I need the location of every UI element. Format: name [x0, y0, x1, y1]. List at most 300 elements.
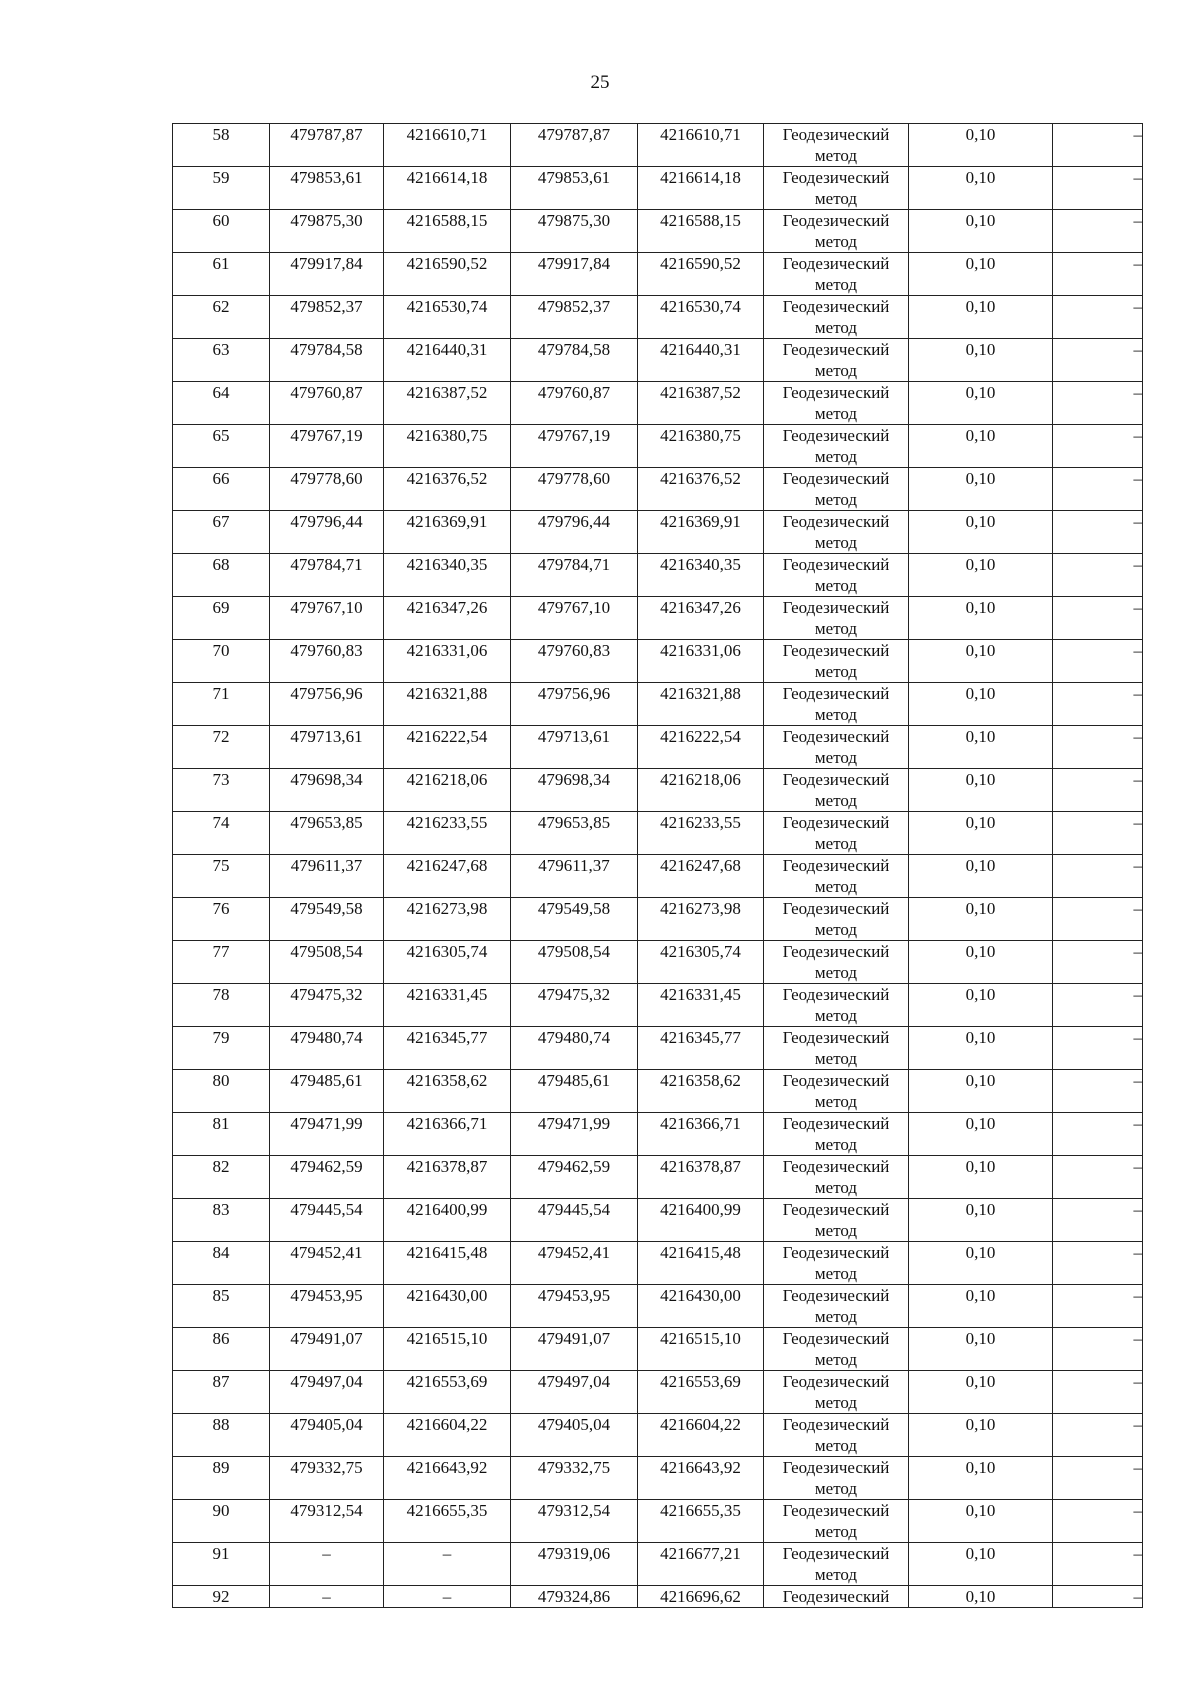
point-number-cell: 89 — [173, 1457, 270, 1500]
new-y-cell: 4216614,18 — [638, 167, 764, 210]
note-cell: – — [1053, 1457, 1143, 1500]
existing-x-cell: 479405,04 — [270, 1414, 384, 1457]
table-row — [173, 511, 1143, 554]
existing-x-cell: 479549,58 — [270, 898, 384, 941]
existing-y-cell: 4216376,52 — [384, 468, 511, 511]
new-y-cell: 4216553,69 — [638, 1371, 764, 1414]
note-cell: – — [1053, 812, 1143, 855]
existing-x-cell: 479462,59 — [270, 1156, 384, 1199]
method-cell: Геодезический метод — [764, 339, 909, 382]
existing-x-cell: 479760,83 — [270, 640, 384, 683]
method-cell: Геодезический метод — [764, 468, 909, 511]
existing-y-cell: 4216222,54 — [384, 726, 511, 769]
method-cell: Геодезический метод — [764, 1500, 909, 1543]
note-cell: – — [1053, 1199, 1143, 1242]
note-cell: – — [1053, 984, 1143, 1027]
new-y-cell: 4216331,45 — [638, 984, 764, 1027]
point-number-cell: 58 — [173, 124, 270, 167]
page-number: 25 — [590, 72, 610, 93]
existing-x-cell: 479784,71 — [270, 554, 384, 597]
table-row — [173, 1199, 1143, 1242]
table-row — [173, 1070, 1143, 1113]
point-number-cell: 70 — [173, 640, 270, 683]
note-cell: – — [1053, 726, 1143, 769]
table-row — [173, 1500, 1143, 1543]
existing-y-cell: 4216415,48 — [384, 1242, 511, 1285]
method-cell: Геодезический метод — [764, 941, 909, 984]
point-number-cell: 73 — [173, 769, 270, 812]
new-y-cell: 4216415,48 — [638, 1242, 764, 1285]
new-x-cell: 479312,54 — [511, 1500, 638, 1543]
new-x-cell: 479784,58 — [511, 339, 638, 382]
existing-x-cell: 479491,07 — [270, 1328, 384, 1371]
method-cell: Геодезический метод — [764, 296, 909, 339]
point-number-cell: 85 — [173, 1285, 270, 1328]
table-row — [173, 1285, 1143, 1328]
existing-x-cell: 479480,74 — [270, 1027, 384, 1070]
new-x-cell: 479453,95 — [511, 1285, 638, 1328]
existing-y-cell: 4216358,62 — [384, 1070, 511, 1113]
table-row — [173, 124, 1143, 167]
accuracy-cell: 0,10 — [909, 769, 1053, 812]
point-number-cell: 69 — [173, 597, 270, 640]
table-row — [173, 1328, 1143, 1371]
method-cell: Геодезический метод — [764, 812, 909, 855]
new-x-cell: 479332,75 — [511, 1457, 638, 1500]
table-row — [173, 1113, 1143, 1156]
accuracy-cell: 0,10 — [909, 1070, 1053, 1113]
new-x-cell: 479445,54 — [511, 1199, 638, 1242]
new-y-cell: 4216430,00 — [638, 1285, 764, 1328]
note-cell: – — [1053, 425, 1143, 468]
existing-y-cell: – — [384, 1586, 511, 1608]
existing-y-cell: 4216588,15 — [384, 210, 511, 253]
accuracy-cell: 0,10 — [909, 210, 1053, 253]
accuracy-cell: 0,10 — [909, 124, 1053, 167]
new-y-cell: 4216331,06 — [638, 640, 764, 683]
table-row — [173, 554, 1143, 597]
method-cell: Геодезический метод — [764, 554, 909, 597]
new-x-cell: 479698,34 — [511, 769, 638, 812]
point-number-cell: 66 — [173, 468, 270, 511]
note-cell: – — [1053, 1328, 1143, 1371]
new-x-cell: 479405,04 — [511, 1414, 638, 1457]
note-cell: – — [1053, 1285, 1143, 1328]
new-x-cell: 479784,71 — [511, 554, 638, 597]
new-y-cell: 4216590,52 — [638, 253, 764, 296]
accuracy-cell: 0,10 — [909, 855, 1053, 898]
method-cell: Геодезический метод — [764, 1199, 909, 1242]
point-number-cell: 87 — [173, 1371, 270, 1414]
accuracy-cell: 0,10 — [909, 1328, 1053, 1371]
method-cell: Геодезический метод — [764, 210, 909, 253]
new-x-cell: 479796,44 — [511, 511, 638, 554]
existing-y-cell: – — [384, 1543, 511, 1586]
table-row — [173, 296, 1143, 339]
new-y-cell: 4216340,35 — [638, 554, 764, 597]
existing-x-cell: 479653,85 — [270, 812, 384, 855]
table-row — [173, 1027, 1143, 1070]
accuracy-cell: 0,10 — [909, 1586, 1053, 1608]
existing-y-cell: 4216369,91 — [384, 511, 511, 554]
accuracy-cell: 0,10 — [909, 812, 1053, 855]
point-number-cell: 62 — [173, 296, 270, 339]
table-row — [173, 210, 1143, 253]
new-y-cell: 4216247,68 — [638, 855, 764, 898]
accuracy-cell: 0,10 — [909, 941, 1053, 984]
table-row — [173, 769, 1143, 812]
new-y-cell: 4216378,87 — [638, 1156, 764, 1199]
accuracy-cell: 0,10 — [909, 1199, 1053, 1242]
accuracy-cell: 0,10 — [909, 382, 1053, 425]
new-y-cell: 4216604,22 — [638, 1414, 764, 1457]
note-cell: – — [1053, 296, 1143, 339]
table-body — [173, 124, 1143, 1608]
existing-x-cell: 479767,19 — [270, 425, 384, 468]
new-x-cell: 479611,37 — [511, 855, 638, 898]
method-cell: Геодезический метод — [764, 253, 909, 296]
accuracy-cell: 0,10 — [909, 1457, 1053, 1500]
table-row — [173, 1156, 1143, 1199]
method-cell: Геодезический метод — [764, 640, 909, 683]
point-number-cell: 75 — [173, 855, 270, 898]
table-row — [173, 597, 1143, 640]
point-number-cell: 86 — [173, 1328, 270, 1371]
new-x-cell: 479653,85 — [511, 812, 638, 855]
note-cell: – — [1053, 1156, 1143, 1199]
new-y-cell: 4216588,15 — [638, 210, 764, 253]
existing-x-cell: 479852,37 — [270, 296, 384, 339]
note-cell: – — [1053, 1242, 1143, 1285]
note-cell: – — [1053, 1070, 1143, 1113]
existing-y-cell: 4216345,77 — [384, 1027, 511, 1070]
table-row — [173, 812, 1143, 855]
new-y-cell: 4216218,06 — [638, 769, 764, 812]
table-row — [173, 1414, 1143, 1457]
table-row — [173, 1371, 1143, 1414]
note-cell: – — [1053, 769, 1143, 812]
new-x-cell: 479778,60 — [511, 468, 638, 511]
method-cell: Геодезический метод — [764, 726, 909, 769]
table-row — [173, 855, 1143, 898]
new-y-cell: 4216400,99 — [638, 1199, 764, 1242]
note-cell: – — [1053, 1371, 1143, 1414]
point-number-cell: 83 — [173, 1199, 270, 1242]
point-number-cell: 60 — [173, 210, 270, 253]
existing-x-cell: 479853,61 — [270, 167, 384, 210]
existing-y-cell: 4216331,45 — [384, 984, 511, 1027]
new-y-cell: 4216273,98 — [638, 898, 764, 941]
new-y-cell: 4216321,88 — [638, 683, 764, 726]
existing-y-cell: 4216380,75 — [384, 425, 511, 468]
accuracy-cell: 0,10 — [909, 1242, 1053, 1285]
note-cell: – — [1053, 124, 1143, 167]
new-y-cell: 4216515,10 — [638, 1328, 764, 1371]
existing-x-cell: 479787,87 — [270, 124, 384, 167]
accuracy-cell: 0,10 — [909, 597, 1053, 640]
new-x-cell: 479875,30 — [511, 210, 638, 253]
note-cell: – — [1053, 941, 1143, 984]
existing-y-cell: 4216515,10 — [384, 1328, 511, 1371]
existing-x-cell: 479312,54 — [270, 1500, 384, 1543]
point-number-cell: 74 — [173, 812, 270, 855]
method-cell: Геодезический метод — [764, 511, 909, 554]
note-cell: – — [1053, 1500, 1143, 1543]
accuracy-cell: 0,10 — [909, 1500, 1053, 1543]
note-cell: – — [1053, 640, 1143, 683]
new-x-cell: 479485,61 — [511, 1070, 638, 1113]
existing-x-cell: 479784,58 — [270, 339, 384, 382]
existing-y-cell: 4216321,88 — [384, 683, 511, 726]
point-number-cell: 80 — [173, 1070, 270, 1113]
existing-x-cell: 479453,95 — [270, 1285, 384, 1328]
existing-x-cell: 479760,87 — [270, 382, 384, 425]
table-row — [173, 1457, 1143, 1500]
table-row — [173, 898, 1143, 941]
existing-y-cell: 4216604,22 — [384, 1414, 511, 1457]
new-x-cell: 479491,07 — [511, 1328, 638, 1371]
existing-y-cell: 4216273,98 — [384, 898, 511, 941]
existing-x-cell: 479611,37 — [270, 855, 384, 898]
point-number-cell: 68 — [173, 554, 270, 597]
existing-y-cell: 4216305,74 — [384, 941, 511, 984]
method-cell: Геодезический метод — [764, 1285, 909, 1328]
note-cell: – — [1053, 210, 1143, 253]
point-number-cell: 88 — [173, 1414, 270, 1457]
new-x-cell: 479324,86 — [511, 1586, 638, 1608]
new-y-cell: 4216380,75 — [638, 425, 764, 468]
existing-y-cell: 4216340,35 — [384, 554, 511, 597]
existing-x-cell: 479497,04 — [270, 1371, 384, 1414]
table-row — [173, 382, 1143, 425]
new-x-cell: 479471,99 — [511, 1113, 638, 1156]
note-cell: – — [1053, 597, 1143, 640]
existing-y-cell: 4216347,26 — [384, 597, 511, 640]
method-cell: Геодезический метод — [764, 769, 909, 812]
accuracy-cell: 0,10 — [909, 167, 1053, 210]
new-x-cell: 479452,41 — [511, 1242, 638, 1285]
new-x-cell: 479787,87 — [511, 124, 638, 167]
accuracy-cell: 0,10 — [909, 554, 1053, 597]
new-y-cell: 4216305,74 — [638, 941, 764, 984]
existing-x-cell: 479713,61 — [270, 726, 384, 769]
new-x-cell: 479497,04 — [511, 1371, 638, 1414]
accuracy-cell: 0,10 — [909, 1027, 1053, 1070]
new-y-cell: 4216347,26 — [638, 597, 764, 640]
note-cell: – — [1053, 511, 1143, 554]
new-y-cell: 4216345,77 — [638, 1027, 764, 1070]
existing-y-cell: 4216331,06 — [384, 640, 511, 683]
note-cell: – — [1053, 855, 1143, 898]
new-x-cell: 479917,84 — [511, 253, 638, 296]
new-x-cell: 479462,59 — [511, 1156, 638, 1199]
existing-x-cell: 479796,44 — [270, 511, 384, 554]
note-cell: – — [1053, 253, 1143, 296]
accuracy-cell: 0,10 — [909, 1285, 1053, 1328]
existing-x-cell: 479767,10 — [270, 597, 384, 640]
new-x-cell: 479760,83 — [511, 640, 638, 683]
table-row — [173, 1543, 1143, 1586]
new-x-cell: 479853,61 — [511, 167, 638, 210]
new-x-cell: 479767,19 — [511, 425, 638, 468]
point-number-cell: 81 — [173, 1113, 270, 1156]
table-row — [173, 1586, 1143, 1608]
note-cell: – — [1053, 1586, 1143, 1608]
existing-x-cell: 479875,30 — [270, 210, 384, 253]
point-number-cell: 76 — [173, 898, 270, 941]
method-cell: Геодезический метод — [764, 1543, 909, 1586]
point-number-cell: 64 — [173, 382, 270, 425]
table-row — [173, 468, 1143, 511]
table-row — [173, 984, 1143, 1027]
method-cell: Геодезический метод — [764, 382, 909, 425]
note-cell: – — [1053, 1113, 1143, 1156]
method-cell: Геодезический метод — [764, 597, 909, 640]
note-cell: – — [1053, 898, 1143, 941]
new-x-cell: 479760,87 — [511, 382, 638, 425]
method-cell: Геодезический метод — [764, 1156, 909, 1199]
accuracy-cell: 0,10 — [909, 296, 1053, 339]
new-y-cell: 4216643,92 — [638, 1457, 764, 1500]
new-x-cell: 479480,74 — [511, 1027, 638, 1070]
table-row — [173, 640, 1143, 683]
new-x-cell: 479852,37 — [511, 296, 638, 339]
existing-y-cell: 4216614,18 — [384, 167, 511, 210]
point-number-cell: 59 — [173, 167, 270, 210]
point-number-cell: 65 — [173, 425, 270, 468]
note-cell: – — [1053, 468, 1143, 511]
note-cell: – — [1053, 554, 1143, 597]
note-cell: – — [1053, 339, 1143, 382]
method-cell: Геодезический метод — [764, 1070, 909, 1113]
new-x-cell: 479508,54 — [511, 941, 638, 984]
existing-x-cell: – — [270, 1543, 384, 1586]
new-y-cell: 4216677,21 — [638, 1543, 764, 1586]
method-cell: Геодезический метод — [764, 1328, 909, 1371]
method-cell: Геодезический метод — [764, 1242, 909, 1285]
accuracy-cell: 0,10 — [909, 511, 1053, 554]
existing-y-cell: 4216387,52 — [384, 382, 511, 425]
existing-y-cell: 4216440,31 — [384, 339, 511, 382]
existing-x-cell: 479508,54 — [270, 941, 384, 984]
accuracy-cell: 0,10 — [909, 1543, 1053, 1586]
method-cell: Геодезический метод — [764, 855, 909, 898]
table-row — [173, 726, 1143, 769]
existing-y-cell: 4216530,74 — [384, 296, 511, 339]
method-cell: Геодезический метод — [764, 1027, 909, 1070]
accuracy-cell: 0,10 — [909, 1371, 1053, 1414]
new-x-cell: 479549,58 — [511, 898, 638, 941]
existing-y-cell: 4216366,71 — [384, 1113, 511, 1156]
new-x-cell: 479756,96 — [511, 683, 638, 726]
new-y-cell: 4216369,91 — [638, 511, 764, 554]
new-y-cell: 4216610,71 — [638, 124, 764, 167]
method-cell: Геодезический метод — [764, 984, 909, 1027]
method-cell: Геодезический метод — [764, 1457, 909, 1500]
coordinates-table — [172, 123, 1143, 1608]
accuracy-cell: 0,10 — [909, 339, 1053, 382]
existing-x-cell: 479332,75 — [270, 1457, 384, 1500]
existing-x-cell: 479475,32 — [270, 984, 384, 1027]
existing-x-cell: 479485,61 — [270, 1070, 384, 1113]
method-cell: Геодезический метод — [764, 425, 909, 468]
accuracy-cell: 0,10 — [909, 1414, 1053, 1457]
new-y-cell: 4216530,74 — [638, 296, 764, 339]
note-cell: – — [1053, 1543, 1143, 1586]
accuracy-cell: 0,10 — [909, 898, 1053, 941]
table-row — [173, 339, 1143, 382]
point-number-cell: 92 — [173, 1586, 270, 1608]
existing-x-cell: – — [270, 1586, 384, 1608]
existing-x-cell: 479778,60 — [270, 468, 384, 511]
new-y-cell: 4216222,54 — [638, 726, 764, 769]
existing-x-cell: 479756,96 — [270, 683, 384, 726]
existing-y-cell: 4216400,99 — [384, 1199, 511, 1242]
existing-y-cell: 4216247,68 — [384, 855, 511, 898]
point-number-cell: 71 — [173, 683, 270, 726]
new-x-cell: 479767,10 — [511, 597, 638, 640]
note-cell: – — [1053, 167, 1143, 210]
existing-y-cell: 4216378,87 — [384, 1156, 511, 1199]
point-number-cell: 61 — [173, 253, 270, 296]
point-number-cell: 67 — [173, 511, 270, 554]
accuracy-cell: 0,10 — [909, 1156, 1053, 1199]
method-cell: Геодезический метод — [764, 683, 909, 726]
table-row — [173, 167, 1143, 210]
existing-x-cell: 479698,34 — [270, 769, 384, 812]
new-y-cell: 4216655,35 — [638, 1500, 764, 1543]
point-number-cell: 63 — [173, 339, 270, 382]
method-cell: Геодезический — [764, 1586, 909, 1608]
accuracy-cell: 0,10 — [909, 468, 1053, 511]
method-cell: Геодезический метод — [764, 898, 909, 941]
point-number-cell: 77 — [173, 941, 270, 984]
method-cell: Геодезический метод — [764, 1414, 909, 1457]
existing-y-cell: 4216655,35 — [384, 1500, 511, 1543]
existing-y-cell: 4216430,00 — [384, 1285, 511, 1328]
new-y-cell: 4216387,52 — [638, 382, 764, 425]
existing-x-cell: 479917,84 — [270, 253, 384, 296]
accuracy-cell: 0,10 — [909, 726, 1053, 769]
new-y-cell: 4216440,31 — [638, 339, 764, 382]
accuracy-cell: 0,10 — [909, 984, 1053, 1027]
point-number-cell: 72 — [173, 726, 270, 769]
table-row — [173, 941, 1143, 984]
method-cell: Геодезический метод — [764, 124, 909, 167]
existing-y-cell: 4216590,52 — [384, 253, 511, 296]
note-cell: – — [1053, 1414, 1143, 1457]
new-x-cell: 479319,06 — [511, 1543, 638, 1586]
new-x-cell: 479475,32 — [511, 984, 638, 1027]
point-number-cell: 82 — [173, 1156, 270, 1199]
note-cell: – — [1053, 382, 1143, 425]
table-row — [173, 683, 1143, 726]
point-number-cell: 90 — [173, 1500, 270, 1543]
existing-y-cell: 4216553,69 — [384, 1371, 511, 1414]
new-y-cell: 4216376,52 — [638, 468, 764, 511]
accuracy-cell: 0,10 — [909, 683, 1053, 726]
method-cell: Геодезический метод — [764, 1113, 909, 1156]
method-cell: Геодезический метод — [764, 167, 909, 210]
accuracy-cell: 0,10 — [909, 253, 1053, 296]
point-number-cell: 84 — [173, 1242, 270, 1285]
new-y-cell: 4216233,55 — [638, 812, 764, 855]
point-number-cell: 79 — [173, 1027, 270, 1070]
accuracy-cell: 0,10 — [909, 640, 1053, 683]
existing-x-cell: 479471,99 — [270, 1113, 384, 1156]
table-row — [173, 253, 1143, 296]
existing-x-cell: 479445,54 — [270, 1199, 384, 1242]
